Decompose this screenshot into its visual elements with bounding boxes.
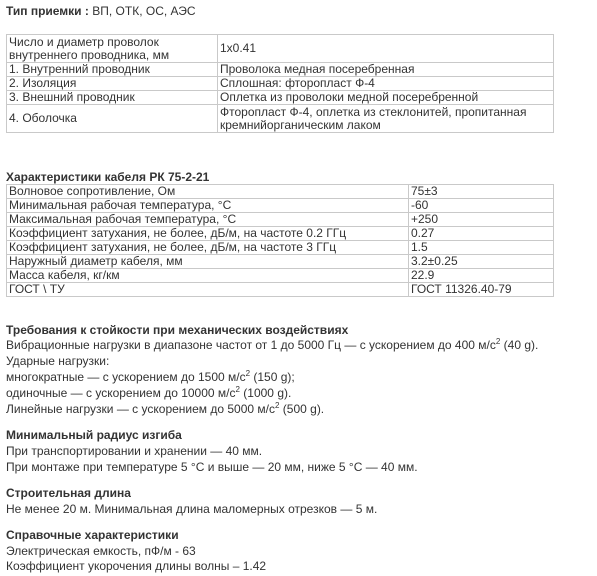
shock-title: Ударные нагрузки: [6,354,110,368]
linear-load-g: (500 g). [279,402,325,416]
vibration-line [6,338,538,353]
characteristic-value: ГОСТ 11326.40-79 [409,283,554,297]
characteristic-label: Наружный диаметр кабеля, мм [7,255,409,269]
multiple-shock-line [6,370,295,385]
construction-cell-label: Число и диаметр проволок внутреннего проводника, мм [7,35,218,63]
superscript: 2 [275,401,280,410]
construction-cell-value: Сплошная: фторопласт Ф-4 [218,77,554,91]
characteristic-label: Минимальная рабочая температура, °С [7,199,409,213]
vibration-text: Вибрационные нагрузки в диапазоне частот от 1 до 5000 Гц — с ускорением до 400 м/с [6,338,496,352]
length-title: Строительная длина [6,486,131,500]
table-row [7,283,554,297]
characteristics-table [6,184,554,297]
linear-load-text: Линейные нагрузки — с ускорением до 5000 м/с [6,402,275,416]
characteristic-label: Максимальная рабочая температура, °С [7,213,409,227]
characteristic-label: Масса кабеля, кг/км [7,269,409,283]
table-row [7,241,554,255]
characteristic-label: Волновое сопротивление, Ом [7,185,409,199]
characteristic-value: +250 [409,213,554,227]
table-row [7,227,554,241]
table-row [7,185,554,199]
construction-cell-label: 2. Изоляция [7,77,218,91]
construction-cell-value: Оплетка из проволоки медной посеребренной [218,91,554,105]
characteristic-value: 22.9 [409,269,554,283]
single-shock-line [6,386,291,401]
characteristic-label: Коэффициент затухания, не более, дБ/м, на частоте 0.2 ГГц [7,227,409,241]
mechanical-title: Требования к стойкости при механических воздействиях [6,323,349,337]
characteristic-value: -60 [409,199,554,213]
characteristic-value: 75±3 [409,185,554,199]
construction-cell-value: 1х0.41 [218,35,554,63]
superscript: 2 [245,369,251,378]
reference-title: Справочные характеристики [6,528,179,542]
construction-cell-value: Фторопласт Ф-4, оплетка из стеклонитей, пропитанная кремнийорганическим лаком [218,105,554,133]
table-row [7,35,554,63]
characteristic-value: 0.27 [409,227,554,241]
characteristic-label: Коэффициент затухания, не более, дБ/м, на частоте 3 ГГц [7,241,409,255]
superscript: 2 [235,385,240,394]
table-row [7,63,554,77]
construction-cell-label: 3. Внешний проводник [7,91,218,105]
bend-title: Минимальный радиус изгиба [6,428,182,442]
multiple-shock-g: (150 g); [250,370,295,384]
characteristic-value: 1.5 [409,241,554,255]
construction-cell-value: Проволока медная посеребренная [218,63,554,77]
single-shock-g: (1000 g). [239,386,292,400]
vibration-g: (40 g). [500,338,539,352]
superscript: 2 [495,337,501,346]
table-row [7,269,554,283]
reference-line-1: Электрическая емкость, пФ/м - 63 [6,544,196,558]
linear-load-line [6,402,324,417]
acceptance-value: ВП, ОТК, ОС, АЭС [88,4,196,18]
bend-line-2: При монтаже при температуре 5 °С и выше — 20 мм, ниже 5 °С — 40 мм. [6,460,418,474]
characteristic-label: ГОСТ \ ТУ [7,283,409,297]
construction-cell-label: 4. Оболочка [7,105,218,133]
length-line-1: Не менее 20 м. Минимальная длина маломерных отрезков — 5 м. [6,502,378,516]
construction-cell-label: 1. Внутренний проводник [7,63,218,77]
characteristic-value: 3.2±0.25 [409,255,554,269]
characteristics-title: Характеристики кабеля РК 75-2-21 [6,170,210,184]
single-shock-text: одиночные — с ускорением до 10000 м/с [6,386,236,400]
bend-line-1: При транспортировании и хранении — 40 мм. [6,444,263,458]
table-row [7,77,554,91]
table-row [7,105,554,133]
table-row [7,255,554,269]
table-row [7,91,554,105]
table-row [7,213,554,227]
construction-table [6,34,554,133]
reference-line-2: Коэффициент укорочения длины волны – 1.42 [6,559,267,573]
multiple-shock-text: многократные — с ускорением до 1500 м/с [6,370,246,384]
table-row [7,199,554,213]
acceptance-label: Тип приемки : [6,4,89,18]
acceptance-line [6,4,196,19]
